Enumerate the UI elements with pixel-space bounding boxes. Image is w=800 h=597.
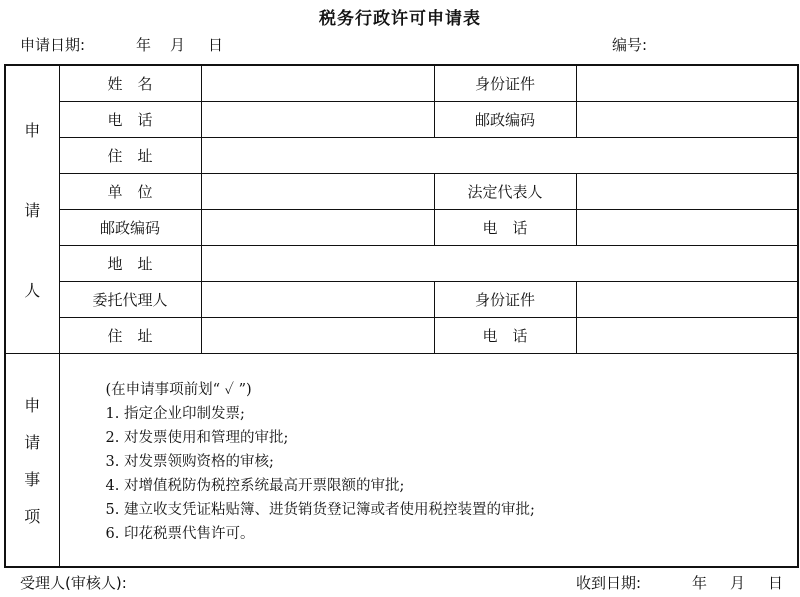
apply-date-row [20,34,224,55]
field-unit-address[interactable] [201,246,798,282]
side-char: 申 [24,396,41,415]
label-agent-address: 住 址 [59,318,201,354]
field-agent-id-doc[interactable] [576,282,798,318]
applicant-row-unit [5,174,798,210]
label-unit-address: 地 址 [59,246,201,282]
field-phone[interactable] [201,102,434,138]
application-form-table [4,64,799,568]
form-title: 税务行政许可申请表 [319,9,481,29]
label-id-doc: 身份证件 [434,65,576,102]
side-char: 请 [24,201,41,220]
receiver-label: 受理人(审核人): [20,574,127,592]
applicant-row-phone [5,102,798,138]
label-address: 住 址 [59,138,201,174]
applicant-row-unit-address [5,246,798,282]
label-agent: 委托代理人 [59,282,201,318]
field-agent-phone[interactable] [576,318,798,354]
form-number-label: 编号: [612,36,648,54]
matters-hint: (在申请事项前划“ ✓ ”) [105,382,252,398]
label-agent-phone: 电 话 [434,318,576,354]
matter-item[interactable]: 5. 建立收支凭证粘贴簿、进货销货登记簿或者使用税控装置的审批; [105,502,535,518]
applicant-row-agent [5,282,798,318]
matter-item[interactable]: 2. 对发票使用和管理的审批; [105,430,289,446]
field-unit[interactable] [201,174,434,210]
side-char: 事 [24,470,41,489]
applicant-row-name [5,65,798,102]
received-month: 月 [730,574,746,592]
field-unit-postcode[interactable] [201,210,434,246]
label-unit-postcode: 邮政编码 [59,210,201,246]
apply-date-year: 年 [136,36,152,54]
matter-item[interactable]: 4. 对增值税防伪税控系统最高开票限额的审批; [105,478,405,494]
field-id-doc[interactable] [576,65,798,102]
label-phone: 电 话 [59,102,201,138]
side-char: 项 [24,507,41,526]
label-name: 姓 名 [59,65,201,102]
matters-content [59,354,798,568]
received-date-row [576,572,784,593]
field-name[interactable] [201,65,434,102]
side-char: 请 [24,433,41,452]
applicant-row-agent-address [5,318,798,354]
received-date-label: 收到日期: [576,574,642,592]
field-postcode[interactable] [576,102,798,138]
apply-date-month: 月 [170,36,186,54]
side-char: 申 [24,121,41,140]
side-char: 人 [24,281,41,300]
matter-item[interactable]: 3. 对发票领购资格的审核; [105,454,274,470]
field-agent[interactable] [201,282,434,318]
field-agent-address[interactable] [201,318,434,354]
label-agent-id-doc: 身份证件 [434,282,576,318]
apply-date-label: 申请日期: [20,36,86,54]
matter-item[interactable]: 1. 指定企业印制发票; [105,406,245,422]
label-unit-phone: 电 话 [434,210,576,246]
matters-list [104,402,798,546]
field-legal-rep[interactable] [576,174,798,210]
label-unit: 单 位 [59,174,201,210]
applicant-side-label [5,65,59,354]
applicant-row-address [5,138,798,174]
field-unit-phone[interactable] [576,210,798,246]
label-legal-rep: 法定代表人 [434,174,576,210]
received-day: 日 [768,574,784,592]
received-year: 年 [692,574,708,592]
field-address[interactable] [201,138,798,174]
matter-item[interactable]: 6. 印花税票代售许可。 [105,526,255,542]
label-postcode: 邮政编码 [434,102,576,138]
matters-side-label [5,354,59,568]
applicant-row-unit-postcode [5,210,798,246]
apply-date-day: 日 [208,36,224,54]
matters-row [5,354,798,568]
